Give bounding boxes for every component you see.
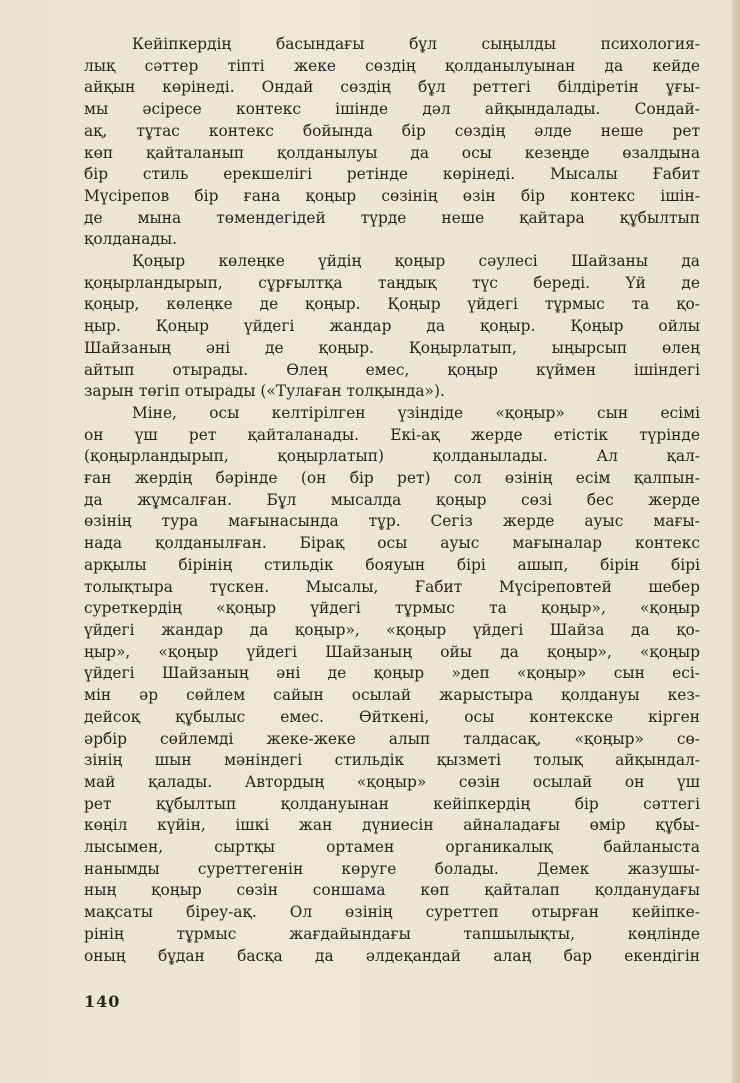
text-line: өзінің тура мағынасында тұр. Сегіз жерде ауыс мағы-	[84, 512, 700, 531]
text-line: лысымен, сыртқы ортамен органикалық байланыста	[84, 838, 700, 857]
page-number: 140	[84, 992, 121, 1011]
text-line: лық сәттер тіпті жеке сөздің қолданылуынан да кейде	[84, 56, 700, 75]
text-line: оның бұдан басқа да әлдеқандай алаң бар екендігін	[84, 946, 700, 965]
text-line: қоңыр, көлеңке де қоңыр. Қоңыр үйдегі тұрмыс та қо-	[84, 295, 700, 314]
text-line: мін әр сөйлем сайын осылай жарыстыра қолдануы кез-	[84, 686, 700, 705]
text-line: зарын төгіп отырады («Тулаған толқында»).	[84, 382, 445, 401]
paragraph	[84, 34, 700, 251]
paragraph	[84, 403, 700, 967]
text-line: арқылы бірінің стильдік бояуын бірі ашып, бірін бірі	[84, 555, 700, 574]
text-line: зінің шын мәніндегі стильдік қызметі толық айқындал-	[84, 751, 700, 770]
text-line: рет құбылтып қолдануынан кейіпкердің бір сәттегі	[84, 794, 700, 813]
text-line: үйдегі Шайзаның әні де қоңыр »деп «қоңыр» сын есі-	[84, 664, 700, 683]
text-line: Қоңыр көлеңке үйдің қоңыр сәулесі Шайзаны да	[132, 252, 700, 271]
text-line: толықтыра түскен. Мысалы, Ғабит Мүсіреповтей шебер	[84, 577, 700, 596]
text-line: ңыр. Қоңыр үйдегі жандар да қоңыр. Қоңыр ойлы	[84, 317, 700, 336]
text-line: Мүсірепов бір ғана қоңыр сөзінің өзін бір контекс ішін-	[84, 186, 700, 205]
text-line: май қалады. Автордың «қоңыр» сөзін осылай он үш	[84, 772, 700, 791]
text-line: мы әсіресе контекс ішінде дәл айқындалады. Сондай-	[84, 100, 700, 119]
text-line: көңіл күйін, ішкі жан дүниесін айналадағы өмір құбы-	[84, 816, 700, 835]
text-line: үйдегі жандар да қоңыр», «қоңыр үйдегі Шайза да қо-	[84, 620, 700, 639]
text-line: Шайзаның әні де қоңыр. Қоңырлатып, ыңырсып өлең	[84, 338, 700, 357]
text-line: ған жердің бәрінде (он бір рет) сол өзінің есім қалпын-	[84, 469, 700, 488]
text-line: айтып отырады. Өлең емес, қоңыр күймен ішіндегі	[84, 360, 700, 379]
text-line: нада қолданылған. Бірақ осы ауыс мағыналар контекс	[84, 534, 700, 553]
text-line: суреткердің «қоңыр үйдегі тұрмыс та қоңыр», «қоңыр	[84, 599, 700, 618]
paragraph	[84, 251, 700, 403]
text-line: рінің тұрмыс жағдайындағы тапшылықты, көңлінде	[84, 924, 700, 943]
text-line: Кейіпкердің басындағы бұл сыңылды психология-	[132, 35, 700, 53]
text-line: айқын көрінеді. Ондай сөздің бұл реттегі білдіретін ұғы-	[84, 78, 700, 97]
text-line: мақсаты біреу-ақ. Ол өзінің суреттеп отырған кейіпке-	[84, 903, 700, 922]
text-line: Міне, осы келтірілген үзіндіде «қоңыр» сын есімі	[132, 403, 700, 422]
text-line: нанымды суреттегенін көруге болады. Демек жазушы-	[84, 859, 700, 878]
body-text	[84, 34, 700, 967]
text-line: ның қоңыр сөзін соншама көп қайталап қолданудағы	[84, 881, 700, 900]
text-line: қоңырландырып, сұрғылтқа таңдық түс береді. Үй де	[84, 273, 700, 292]
text-line: да жұмсалған. Бұл мысалда қоңыр сөзі бес жерде	[84, 490, 700, 509]
text-line: ңыр», «қоңыр үйдегі Шайзаның ойы да қоңыр», «қоңыр	[84, 642, 700, 661]
text-line: қолданады.	[84, 230, 178, 249]
text-line: (қоңырландырып, қоңырлатып) қолданылады. Ал қал-	[84, 447, 700, 466]
text-line: дейсоқ құбылыс емес. Өйткені, осы контекске кірген	[84, 707, 700, 726]
text-line: де мына төмендегідей түрде неше қайтара құбылтып	[84, 208, 700, 227]
text-line: көп қайталанып қолданылуы да осы кезеңде өзалдына	[84, 143, 700, 162]
text-line: ақ, тұтас контекс бойында бір сөздің әлде неше рет	[84, 121, 700, 140]
text-line: бір стиль ерекшелігі ретінде көрінеді. Мысалы Ғабит	[84, 165, 700, 184]
text-line: әрбір сөйлемді жеке-жеке алып талдасақ, «қоңыр» сө-	[84, 729, 700, 748]
page-edge	[732, 0, 740, 1083]
text-line: он үш рет қайталанады. Екі-ақ жерде етістік түрінде	[84, 425, 700, 444]
